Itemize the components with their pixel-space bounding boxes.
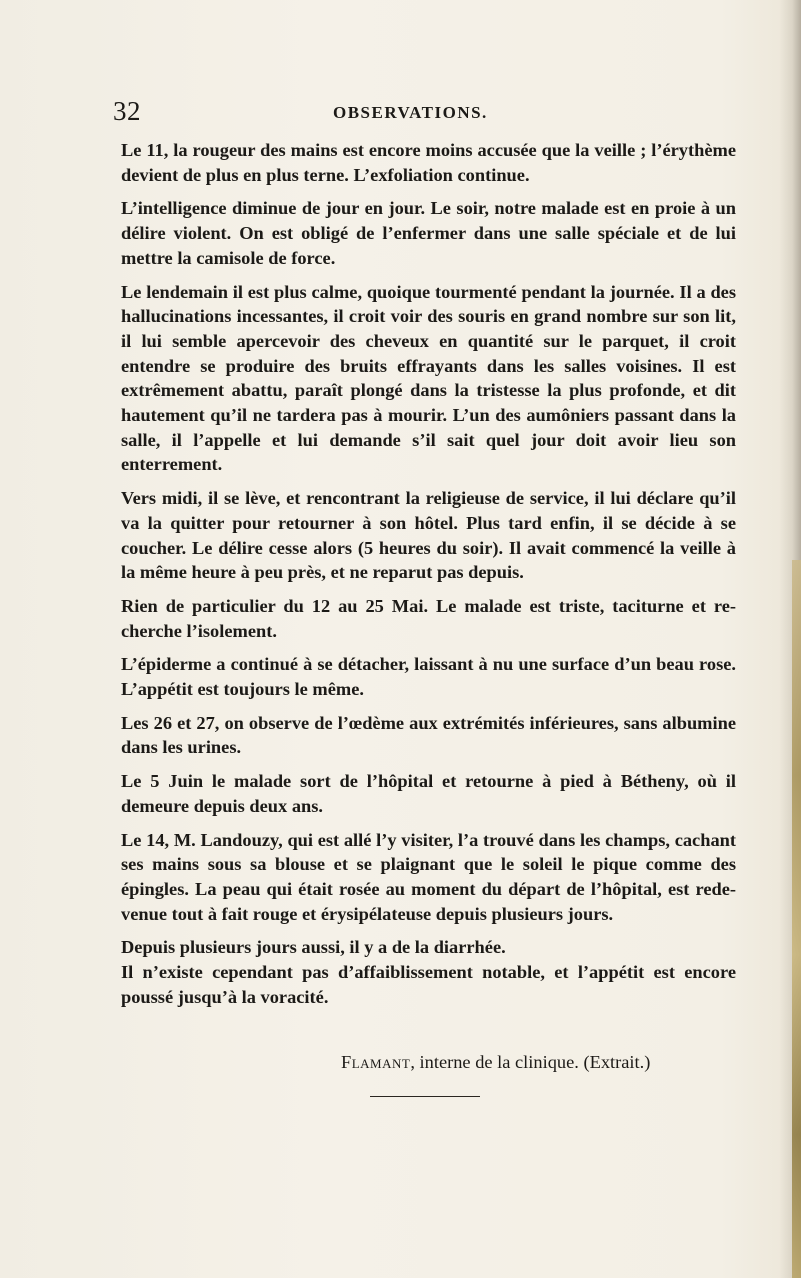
paragraph: Les 26 et 27, on observe de l’œdème aux extrémités inférieures, sans albumine dans les urines.	[121, 712, 736, 758]
paragraph: Rien de particulier du 12 au 25 Mai. Le malade est triste, taciturne et re-cherche l’isolement.	[121, 595, 736, 641]
signature-name: Flamant	[341, 1052, 411, 1072]
signature-rest: , interne de la clinique. (Extrait.)	[410, 1052, 651, 1072]
paragraph: Depuis plusieurs jours aussi, il y a de la diarrhée.	[121, 937, 506, 958]
paragraph: Le 14, M. Landouzy, qui est allé l’y visiter, l’a trouvé dans les champs, cachant ses mains sous sa blouse et se plaignant que le soleil le pique comme des épingles. La peau qui était rosée au moment du départ de l’hôpital, est rede-venue tout à fait rouge et érysipélateuse depuis plusieurs jours.	[121, 829, 736, 924]
running-title: OBSERVATIONS.	[333, 103, 488, 122]
page-header	[0, 96, 801, 130]
paragraph: Le 5 Juin le malade sort de l’hôpital et retourne à pied à Bétheny, où il demeure depuis deux ans.	[121, 771, 736, 816]
paragraph: L’intelligence diminue de jour en jour. Le soir, notre malade est en proie à un délire violent. On est obligé de l’enfermer dans une salle spéciale et de lui mettre la camisole de force.	[121, 198, 736, 268]
paragraph: Le lendemain il est plus calme, quoique tourmenté pendant la journée. Il a des hallucinations incessantes, il croit voir des souris en grand nombre sur son lit, il lui semble apercevoir des cheveux en quantité sur le parquet, il croit entendre se produire des bruits effrayants dans les salles voisines. Il est extrêmement abattu, paraît plongé dans la tristesse la plus profonde, et dit hautement qu’il ne tardera pas à mourir. L’un des aumôniers passant dans la salle, il l’appelle et lui demande s’il sait quel jour doit avoir lieu son enterrement.	[121, 281, 736, 475]
body-text	[121, 138, 736, 1019]
page-edge-binding	[792, 560, 801, 1278]
paragraph: L’épiderme a continué à se détacher, laissant à nu une surface d’un beau rose. L’appétit est toujours le même.	[121, 654, 736, 700]
page-number: 32	[113, 96, 141, 126]
end-rule	[370, 1096, 480, 1097]
signature	[341, 1052, 741, 1073]
paragraph: Le 11, la rougeur des mains est encore moins accusée que la veille ; l’érythème devient de plus en plus terne. L’exfoliation continue.	[121, 140, 736, 185]
paragraph: Vers midi, il se lève, et rencontrant la religieuse de service, il lui déclare qu’il va la quitter pour retourner à son hôtel. Plus tard enfin, il se décide à se coucher. Le délire cesse alors (5 heures du soir). Il avait commencé la veille à la même heure à peu près, et ne reparut pas depuis.	[121, 488, 736, 583]
paragraph: Il n’existe cependant pas d’affaiblissement notable, et l’appétit est encore poussé jusqu’à la voracité.	[121, 962, 736, 1007]
